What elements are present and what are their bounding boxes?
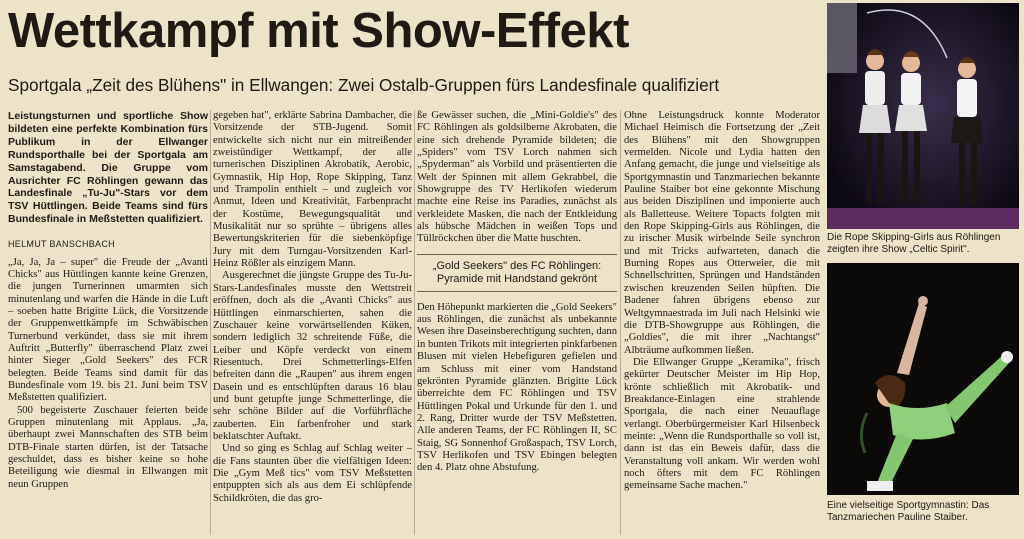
paragraph: Ausgerechnet die jüngste Gruppe des Tu-Ju-Stars-Landesfinales musste den Wettstreit eröffnen, doch als die „Avanti Chicks" aus Hüttlingen einmarschierten, sahen die Zuschauer keine vorwärtsellenden Küken, sondern lediglich 32 schreitende Füße, die Leiber und Köpfe verdeckt von einem Riesentuch. Drei Schmetterlings-Elfen befreiten dann die „Raupen" aus ihrem engen Dasein und es entschlüpften daraus 16 blau und bunt getupfte junge Schmetterlinge, die sehr schöne Bilder auf die Vorführfläche zauberten. Ein farbenfroher und stark beklatschter Auftakt. (213, 270, 412, 442)
column-divider (414, 110, 415, 535)
column-1 (8, 110, 208, 538)
gymnast-photo-illustration (827, 263, 1019, 495)
paragraph: Ohne Leistungsdruck konnte Moderator Michael Heimisch die Fortsetzung der „Zeit des Blühens" mit den Showgruppen vermelden. Nicole und Lydia hatten den Anfang gemacht, die junge und vielseitige als Sportgymnastin und Tanzmariechen bekannte Pauline Staiber bot eine gekonnte Mischung aus beiden Disziplinen und imponierte auch als Balletteuse. Weitere Topacts folgten mit den Rope Skipping-Girls aus Röhlingen, die zu irischer Musik wirbelnde Seile synchron und mit Tricks aufwarteten, danach die Burning Ropes aus Otterweier, die mit Schnellschritten, Sprüngen und Handständen zwischen kreuzenden Seilen hüpften. Die Badener fahren übrigens ebenso zur Weltgymnaestrada im Juli nach Helsinki wie die DTB-Showgruppe aus Röhlingen, die „Goldies", die mit ihrer „Nachtangst" Albträume aufkommen ließen. (624, 110, 820, 356)
paragraph: Den Höhepunkt markierten die „Gold Seekers" aus Röhlingen, die zunächst als unbekannte Wesen ihre Daseinsberechtigung suchten, dann in bunten Trikots mit integrierten pinkfarbenen Blusen mit vielen Hebefiguren gefielen und am Schluss mit einer vom Handstand gekrönten Pyramide glänzten. Brigitte Lück überreichte dem FC Röhlingen und TSV Hüttlingen Pokal und Urkunde für den 1. und 2. Rang, Dritter wurde der TSV Meßstetten. Alle anderen Teams, der FC Röhlingen II, SC Staig, SG Sonnenhof Großaspach, TSV Lorch, TSV Herlikofen und TSV Ebingen belegten den 4. Platz ohne Abstufung. (417, 301, 617, 474)
photo-rope-skipping-girls (827, 3, 1019, 229)
column-4 (624, 110, 820, 538)
subheadline: Sportgala „Zeit des Blühens" in Ellwangen: Zwei Ostalb-Gruppen fürs Landesfinale qualifiziert (8, 75, 720, 95)
column-2 (213, 110, 412, 538)
headline: Wettkampf mit Show-Effekt (8, 4, 629, 58)
paragraph: „Ja, Ja, Ja – super" die Freude der „Avanti Chicks" aus Hüttlingen kannte keine Grenzen, die jungen Turnerinnen umarmten sich minutenlang und warfen die Hände in die Luft – soeben hatte Brigitte Lück, die Vorsitzende der Gruppenwettkämpfe im Schwäbischen Turnerbund verkündet, dass sie mit ihrem Auftritt „Butterfly" überraschend Platz zwei hinter Sieger „Gold Seekers" des FCR belegten. Beide Teams sind damit für das Bundesfinale vom 19. bis 21. Juni beim TSV Meßstetten qualifiziert. (8, 256, 208, 404)
paragraph: 500 begeisterte Zuschauer feierten beide Gruppen minutenlang mit Applaus. „Ja, überhaupt zwei Mannschaften des STB beim DTB-Finale starten dürfen, ist der Tatsache geschuldet, dass es bisher keine so hohe Beteiligung wie diesmal in Ellwangen mit neun Gruppen (8, 404, 208, 490)
paragraph: ße Gewässer suchen, die „Mini-Goldie's" des FC Röhlingen als goldsilberne Akrobaten, die eine sich drehende Pyramide bildeten; die „Spiders" vom TSV Lorch nahmen sich „Spyderman" als Vorbild und präsentierten die Welt der Spinnen mit allem Gekrabbel, die Showgruppe des TV Herlikofen wiederum machte eine Reise ins Paradies, zunächst als verkleidete Masken, die nach der Entkleidung als hübsche Mädchen in weißen Tops und Tüllröckchen über die Matte huschten. (417, 110, 617, 245)
photo-caption-2: Eine vielseitige Sportgymnastin: Das Tanzmariechen Pauline Staiber. (827, 500, 990, 523)
paragraph: Die Ellwanger Gruppe „Keramika", frisch gekürter Deutscher Meister im Hip Hop, krönte schließlich mit Akrobatik- und Breakdance-Einlagen eine strahlende Sportgala, die nach einer Neuauflage verlangt. Oberbürgermeister Karl Hilsenbeck meinte: „Wenn die Rundsporthalle so voll ist, dann ist das ein Beweis dafür, dass die Veranstaltung voll ankam. Wir werden wohl noch öfters mit dem FC Röhlingen gemeinsame Sache machen." (624, 356, 820, 492)
column-divider (210, 110, 211, 535)
photo-caption-1: Die Rope Skipping-Girls aus Röhlingen zeigten ihre Show „Celtic Spirit". (827, 232, 1001, 255)
intertitle: „Gold Seekers" des FC Röhlingen: Pyramide mit Handstand gekrönt (417, 254, 617, 292)
column-3 (417, 110, 617, 538)
photo-gymnast (827, 263, 1019, 495)
paragraph: gegeben hat", erklärte Sabrina Dambacher, die Vorsitzende der STB-Jugend. Somit entwickelte sich nicht nur ein mitreißender zweistündiger Wettkampf, der alle turnerischen Disziplinen Akrobatik, Aerobic, Gymnastik, Hip Hop, Rope Skipping, Tanz und Trampolin enthielt – und zugleich vor Anmut, Ideen und Kreativität, Farbenpracht der Kostüme, Bewegungsqualität und Musikalität nur so sprühte – übrigens alles Bewertungskriterien für die siebenköpfige Jury mit dem Turngau-Vorsitzenden Karl-Heinz Rößler als einzigem Mann. (213, 110, 412, 270)
byline: HELMUT BANSCHBACH (8, 239, 115, 250)
column-divider (620, 110, 621, 535)
rope-skipping-photo-illustration (827, 3, 1019, 229)
lead-paragraph: Leistungsturnen und sportliche Show bildeten eine perfekte Kombination fürs Publikum in der Ellwanger Rundsporthalle bei der Sportgala am Samstagabend. Die Gruppe vom Ausrichter FC Röhlingen gewann das Landesfinale „Tu-Ju"-Stars vor dem TSV Hüttlingen. Beide Teams sind fürs Bundesfinale in Meßstetten qualifiziert. (8, 110, 208, 226)
paragraph: Und so ging es Schlag auf Schlag weiter – die Fans staunten über die vielfältigen Ideen: Die „Gym Meß tics" vom TSV Meßstetten entpuppten sich als aus dem Ei schlüpfende Schildkröten, die das gro- (213, 443, 412, 504)
